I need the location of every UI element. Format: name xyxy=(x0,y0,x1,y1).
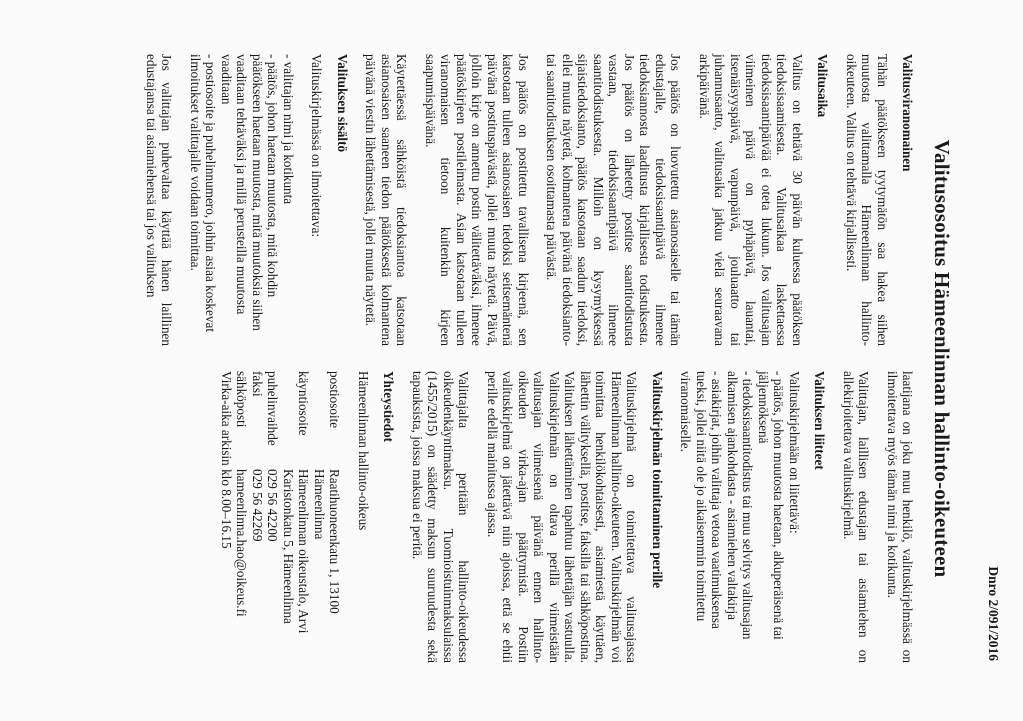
right-column xyxy=(131,371,916,663)
contact-label: postiosoite xyxy=(327,371,343,429)
office-hours: Virka-aika arkisin klo 8.00–16.15 xyxy=(219,371,234,549)
list-item: - päätös, johon muutosta haetaan, alkuperäisenä tai jäljennöksenä xyxy=(756,371,787,640)
contact-row xyxy=(234,371,250,663)
contact-row xyxy=(312,371,343,663)
contact-row xyxy=(250,371,266,663)
contact-label: puhelinvaihde xyxy=(265,371,281,446)
paragraph: Valittajan, laillisen edustajan tai asiamiehen on allekirjoitettava valituskirjelmä. xyxy=(841,371,872,663)
contact-label: käyntiosoite xyxy=(296,371,312,436)
section-heading-valitusaika: Valitusaika xyxy=(815,54,831,118)
contact-row xyxy=(265,371,281,663)
diary-number: Dnro 2/091/2016 xyxy=(986,566,1001,661)
paragraph: Jos päätös on luovutettu asianosaiselle tai tämän edustajalle, tiedoksisaantipäivä ilmenee tiedoksiannosta laaditusta kirjallisesta todistuksesta. Jos päätös on lähetetty postitse saantitodistusta vastaan, tiedoksisaantipäivä ilmenee saantitodistuksesta. Milloin on kysymyksessä sijaistiedoksianto, päätös katsotaan saadun tiedoksi, ellei muuta näytetä, kolmantena päivänä tiedoksianto- tai saantitodistuksen osoittamasta päivästä. xyxy=(544,54,684,346)
contact-value: Raatihuoneenkatu 1, 13100 Hämeenlinna xyxy=(312,469,343,614)
court-name: Hämeenlinnan hallinto-oikeus xyxy=(356,371,371,531)
contact-label: sähköposti xyxy=(234,371,250,428)
list-item: - päätös, johon haetaan muutosta, mitä kohdin päätökseen haetaan muutosta, mitä muutoksia siihen vaaditaan tehtäväksi ja millä perusteilla muutosta vaaditaan xyxy=(219,54,281,331)
section-heading-yhteystiedot: Yhteystiedot xyxy=(381,371,397,443)
contact-value: hameenlinna.hao@oikeus.fi xyxy=(234,469,250,617)
list-item: - asiakirjat, joihin valittaja vetoaa vaatimuksensa tueksi, jollei niitä ole jo aikaisemmin toimitettu viranomaiselle. xyxy=(678,371,725,629)
left-column xyxy=(131,54,916,346)
list-item: - tiedoksisaantitodistus tai muu selvitys valitusajan alkamisen ajankohdasta - asiamiehen valtakirja xyxy=(725,371,756,640)
paragraph: Valittajalta peritään hallinto-oikeudessa oikeudenkäyntimaksu. Tuomioistuinmaksulaissa (1455/2015) on säädetty maksun suuruudesta sekä tapauksista, joissa maksua ei peritä. xyxy=(410,371,472,663)
paragraph: laatijana on joku muu henkilö, valituskirjelmässä on ilmoitettava myös tämän nimi ja kotikunta. xyxy=(885,371,916,663)
section-heading-valituksen-sisalto: Valituksen sisältö xyxy=(335,54,350,153)
paragraph: Valitus on tehtävä 30 päivän kuluessa päätöksen tiedoksisaamisesta. Valitusaikaa laskettaessa tiedoksisaantipäivää ei oteta lukuun. Jos valitusajan viimeinen päivä on pyhäpäivä, lauantai, itsenäisyyspäivä, vapunpäivä, jouluaatto tai juhannusaatto, valitusaika jatkuu vielä seuraavana arkipäivänä. xyxy=(697,54,805,346)
contact-row xyxy=(219,371,235,663)
page-title: Valitusosoitus Hämeenlinnan hallinto-oikeuteen xyxy=(930,139,954,578)
section-heading-valitusviranomainen: Valitusviranomainen xyxy=(900,54,916,172)
list-item: - postiosoite ja puhelinnumero, joihin asiaa koskevat ilmoitukset valittajalle voidaan toimittaa. xyxy=(188,54,219,332)
list-item: - valittajan nimi ja kotikunta xyxy=(281,54,296,205)
paragraph: Tähän päätökseen tyytymätön saa hakea siihen muutosta valittamalla Hämeenlinnan hallinto-oikeuteen. Valitus on tehtävä kirjallisesti. xyxy=(844,54,890,346)
section-heading-toimittaminen: Valituskirjelmän toimittaminen perille xyxy=(650,371,665,589)
contact-value: 029 56 42200 xyxy=(265,469,281,542)
section-heading-liitteet: Valituksen liitteet xyxy=(812,371,828,470)
paragraph: Jos valittajan puhevaltaa käyttää hänen laillinen edustajansa tai asiamiehensä tai jos valituksen xyxy=(144,54,175,346)
list-intro: Valituskirjelmään on liitettävä: xyxy=(787,371,802,534)
contact-table xyxy=(219,371,343,663)
content-list xyxy=(188,54,297,346)
paragraph: Valituskirjelmä on toimitettava valitusajassa Hämeenlinnan hallinto-oikeuteen. Valituskirjelmän voi toimittaa henkilökohtaisesti, asiamiestä käyttäen, lähettin välityksellä, postitse, faksilla tai sähköpostina. Valituksen lähettäminen tapahtuu lähettäjän vastuulla. Valituskirjelmän on oltava perillä viimeistään valitusajan viimeisenä päivänä ennen hallinto-oikeuden virka-ajan päättymistä. Postiin valituskirjelmä on jätettävä niin ajoissa, että se ehtii perille edellä mainitussa ajassa. xyxy=(485,371,640,663)
attachments-list xyxy=(678,371,802,663)
paragraph: Valituskirjelmässä on ilmoitettava: xyxy=(309,54,325,238)
contact-value: Hämeenlinnan oikeustalo, Arvi Karistonkatu 5, Hämeenlinna xyxy=(281,469,312,634)
contact-value: 029 56 42269 xyxy=(250,469,265,542)
two-column-body xyxy=(131,54,916,663)
paragraph: Käytettäessä sähköistä tiedoksiantoa katsotaan asianosaisen saaneen tiedon päätöksestä kolmantena päivänä viestin lähettämisestä, jollei muuta näytetä. xyxy=(363,54,410,346)
paragraph: Jos päätös on postitettu tavallisena kirjeenä, sen katsotaan tulleen asianosaisen tiedoksi seitsemäntenä päivänä postituspäivästä, jollei muuta näytetä. Päivä, jolloin kirje on annettu postin välitettäväksi, ilmenee päätöskirjeen postileimasta. Asian katsotaan tulleen viranomaisen tietoon kuitenkin kirjeen saapumispäivänä. xyxy=(423,54,531,346)
contact-label: faksi xyxy=(250,371,265,397)
contact-row xyxy=(281,371,312,663)
